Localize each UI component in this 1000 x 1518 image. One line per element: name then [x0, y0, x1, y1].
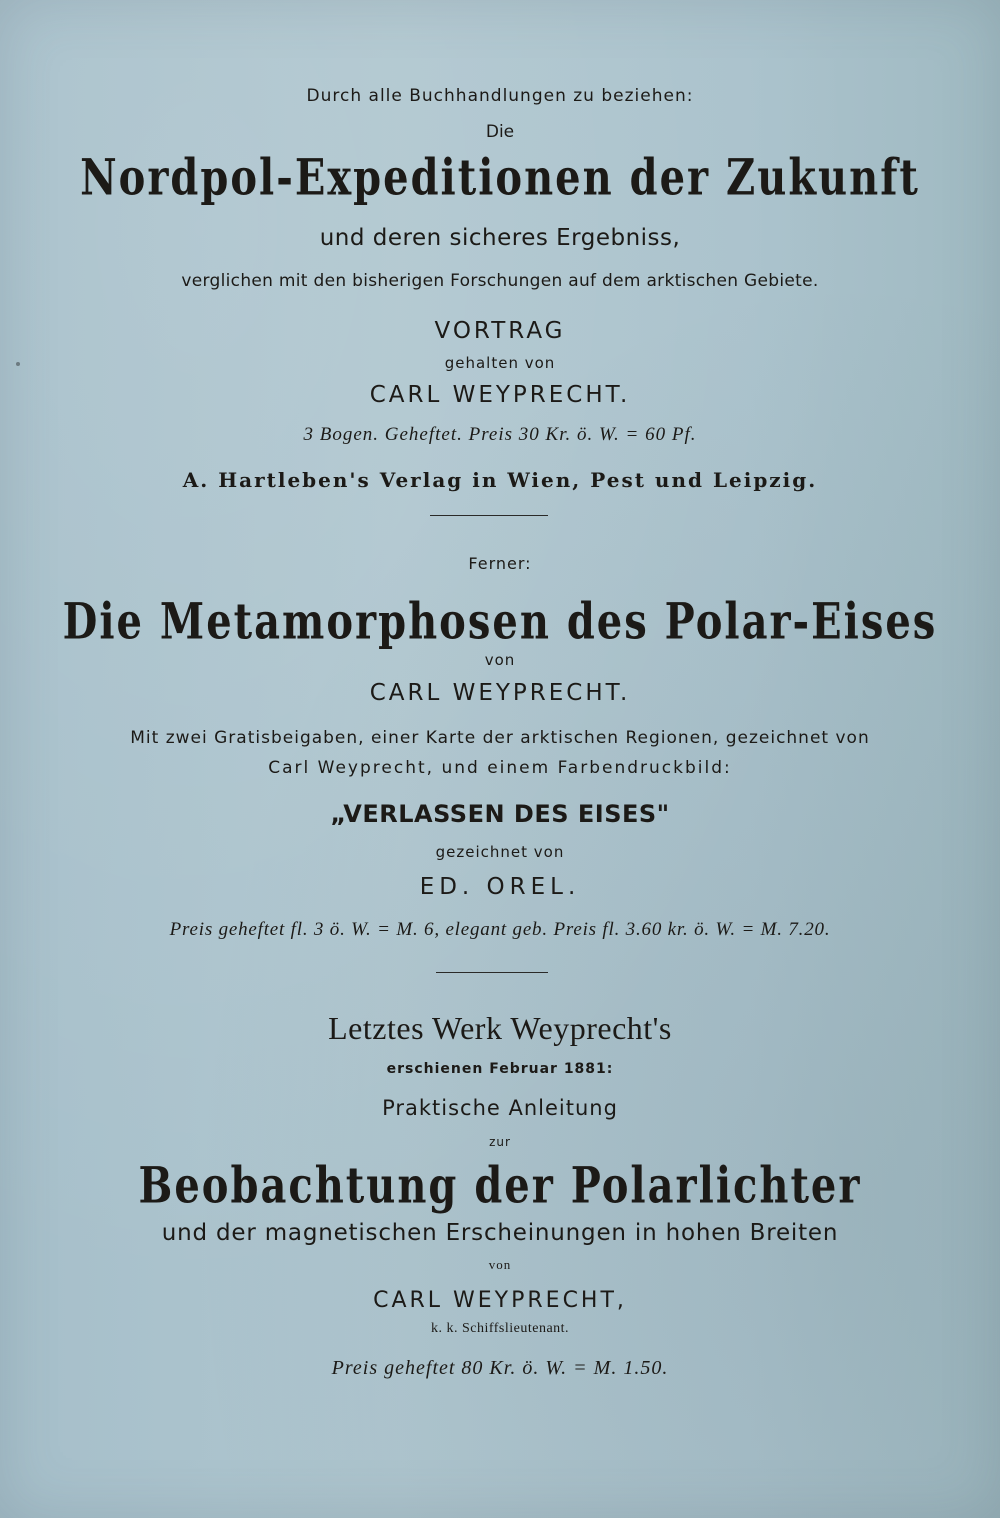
by-text: von: [484, 651, 516, 669]
picture-title: „VERLASSEN DES EISES": [330, 800, 670, 828]
guide-text: Praktische Anleitung: [382, 1096, 618, 1120]
published-text: erschienen Februar 1881:: [386, 1061, 614, 1077]
publisher-text: A. Hartleben's Verlag in Wien, Pest und Leipzig.: [182, 468, 818, 492]
paper-speck: [16, 362, 20, 366]
book-title-metamorphosen: Die Metamorphosen des Polar-Eises: [62, 592, 938, 651]
intro-text: Durch alle Buchhandlungen zu beziehen:: [306, 86, 694, 106]
further-text: Ferner:: [468, 554, 532, 573]
price-text: Preis geheftet 80 Kr. ö. W. = M. 1.50.: [331, 1357, 669, 1379]
last-work-heading: Letztes Werk Weyprecht's: [328, 1010, 672, 1046]
author-name: CARL WEYPRECHT,: [373, 1288, 627, 1313]
artist-name: ED. OREL.: [419, 874, 581, 900]
section-divider: [430, 515, 548, 516]
by-text: von: [488, 1257, 512, 1272]
comparison-text: verglichen mit den bisherigen Forschungen auf dem arktischen Gebiete.: [181, 271, 819, 291]
book-subtitle: und deren sicheres Ergebniss,: [319, 225, 681, 251]
supplement-text: Mit zwei Gratisbeigaben, einer Karte der arktischen Regionen, gezeichnet von: [130, 728, 870, 748]
drawn-by-text: gezeichnet von: [435, 843, 565, 861]
book-subtitle: und der magnetischen Erscheinungen in hohen Breiten: [161, 1220, 839, 1246]
book-title-nordpol: Nordpol-Expeditionen der Zukunft: [80, 148, 920, 207]
lecture-label: VORTRAG: [434, 318, 566, 344]
to-text: zur: [489, 1135, 511, 1149]
book-title-polarlichter: Beobachtung der Polarlichter: [138, 1156, 862, 1215]
author-name: CARL WEYPRECHT.: [369, 680, 631, 706]
price-text: Preis geheftet fl. 3 ö. W. = M. 6, elegant geb. Preis fl. 3.60 kr. ö. W. = M. 7.20.: [169, 919, 831, 940]
section-divider: [436, 972, 548, 973]
author-name: CARL WEYPRECHT.: [369, 382, 631, 408]
price-text: 3 Bogen. Geheftet. Preis 30 Kr. ö. W. = 60 Pf.: [303, 424, 697, 445]
supplement-text-2: Carl Weyprecht, und einem Farbendruckbild:: [268, 758, 732, 778]
held-by-text: gehalten von: [444, 354, 556, 372]
article-text: Die: [485, 122, 515, 142]
author-rank: k. k. Schiffslieutenant.: [430, 1321, 570, 1336]
